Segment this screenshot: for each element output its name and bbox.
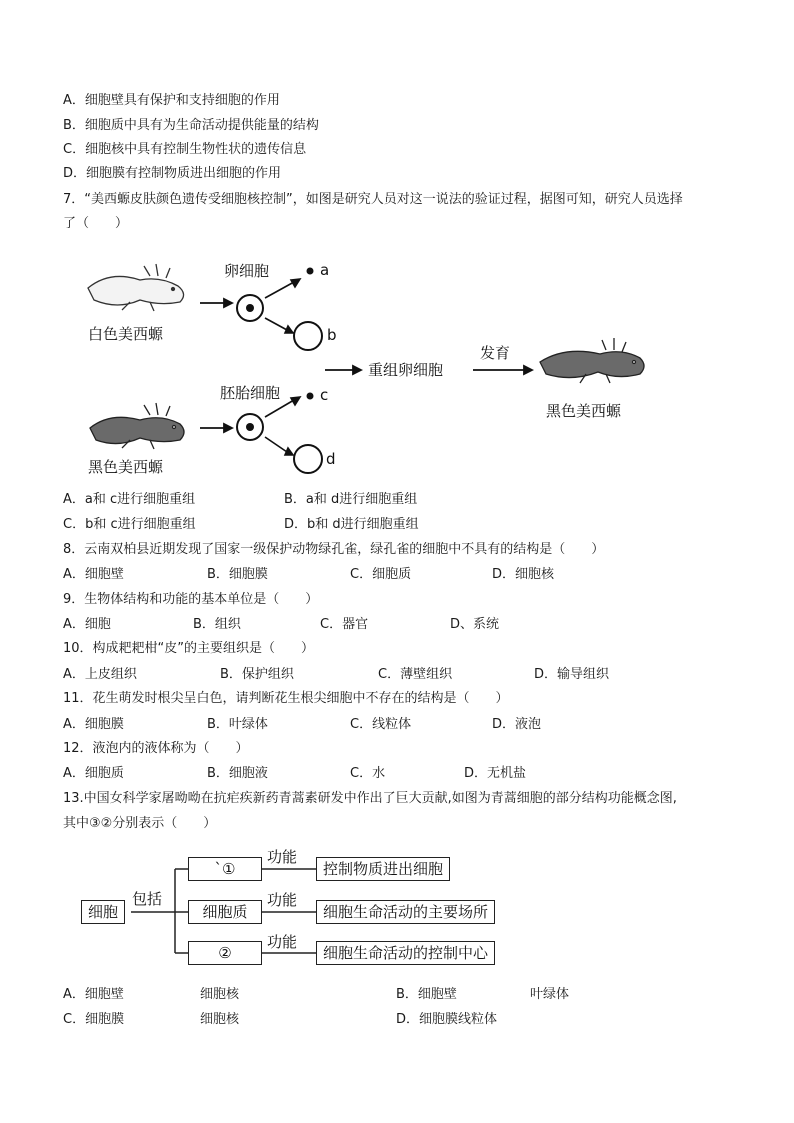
q7-option-c: C．b和 c进行细胞重组	[63, 517, 196, 532]
include-label: 包括	[132, 890, 163, 908]
q6-option-c: C．细胞核中具有控制生物性状的遗传信息	[63, 142, 307, 157]
q11-option-d: D．液泡	[492, 717, 542, 732]
q10-option-c: C．薄壁组织	[378, 667, 453, 682]
label-a: a	[320, 261, 330, 279]
q12-option-c: C．水	[350, 766, 386, 781]
cell-box: 细胞	[81, 900, 125, 924]
q11-stem: 11．花生萌发时根尖呈白色，请判断花生根尖细胞中不存在的结构是（ ）	[63, 691, 509, 706]
q10-option-b: B．保护组织	[220, 667, 294, 682]
q10-option-d: D．输导组织	[534, 667, 610, 682]
function-box-2: 细胞生命活动的主要场所	[316, 900, 495, 924]
label-b: b	[327, 326, 337, 344]
q13-option-a-part2: 细胞核	[200, 987, 240, 1002]
function-label-1: 功能	[267, 848, 298, 866]
egg-cell-label: 卵细胞	[224, 262, 270, 280]
q7-option-d: D．b和 d进行细胞重组	[284, 517, 419, 532]
q8-option-d: D．细胞核	[492, 567, 555, 582]
black-axolotl-label: 黑色美西螈	[88, 458, 164, 476]
q8-option-b: B．细胞膜	[207, 567, 268, 582]
develop-label: 发育	[480, 344, 511, 362]
function-box-1: 控制物质进出细胞	[316, 857, 450, 881]
q9-option-a: A．细胞	[63, 617, 111, 632]
label-c: c	[320, 386, 329, 404]
q9-option-c: C．器官	[320, 617, 369, 632]
q6-option-b: B．细胞质中具有为生命活动提供能量的结构	[63, 118, 319, 133]
item2-box: 细胞质	[188, 900, 262, 924]
q8-stem: 8．云南双柏县近期发现了国家一级保护动物绿孔雀，绿孔雀的细胞中不具有的结构是（ ）	[63, 542, 605, 557]
q12-stem: 12．液泡内的液体称为（ ）	[63, 741, 249, 756]
item1-box: `①	[188, 857, 262, 881]
q11-option-c: C．线粒体	[350, 717, 412, 732]
label-d: d	[326, 450, 336, 468]
q13-stem-line2: 其中③②分别表示（ ）	[63, 816, 217, 831]
q7-stem-line2: 了（ ）	[63, 216, 129, 231]
function-label-2: 功能	[267, 891, 298, 909]
item3-box: ②	[188, 941, 262, 965]
q13-option-b-part2: 叶绿体	[530, 987, 570, 1002]
q9-option-d: D、系统	[450, 617, 500, 632]
q13-option-c-part1: C．细胞膜	[63, 1012, 125, 1027]
q13-option-a-part1: A．细胞壁	[63, 987, 124, 1002]
result-axolotl-label: 黑色美西螈	[546, 402, 622, 420]
q13-stem-line1: 13.中国女科学家屠呦呦在抗疟疾新药青蒿素研发中作出了巨大贡献,如图为青蒿细胞的部分结构功能概念图,	[63, 791, 677, 806]
q11-option-b: B．叶绿体	[207, 717, 268, 732]
q6-option-d: D．细胞膜有控制物质进出细胞的作用	[63, 166, 282, 181]
q13-option-c-part2: 细胞核	[200, 1012, 240, 1027]
q7-option-a: A．a和 c进行细胞重组	[63, 492, 196, 507]
q12-option-b: B．细胞液	[207, 766, 268, 781]
function-label-3: 功能	[267, 933, 298, 951]
q10-option-a: A．上皮组织	[63, 667, 137, 682]
q7-stem-line1: 7．“美西螈皮肤颜色遗传受细胞核控制”，如图是研究人员对这一说法的验证过程，据图可知，研究人员选择	[63, 192, 683, 207]
q8-option-a: A．细胞壁	[63, 567, 124, 582]
q11-option-a: A．细胞膜	[63, 717, 124, 732]
q8-option-c: C．细胞质	[350, 567, 412, 582]
q9-option-b: B．组织	[193, 617, 241, 632]
embryo-cell-label: 胚胎细胞	[220, 384, 281, 402]
q13-option-d: D．细胞膜线粒体	[396, 1012, 498, 1027]
q10-stem: 10．构成耙耙柑“皮”的主要组织是（ ）	[63, 641, 315, 656]
white-axolotl-label: 白色美西螈	[88, 325, 164, 343]
q12-option-d: D．无机盐	[464, 766, 527, 781]
function-box-3: 细胞生命活动的控制中心	[316, 941, 495, 965]
q9-stem: 9．生物体结构和功能的基本单位是（ ）	[63, 592, 319, 607]
q6-option-a: A．细胞壁具有保护和支持细胞的作用	[63, 93, 280, 108]
q13-option-b-part1: B．细胞壁	[396, 987, 457, 1002]
recombined-egg-label: 重组卵细胞	[368, 361, 444, 379]
q7-option-b: B．a和 d进行细胞重组	[284, 492, 418, 507]
q12-option-a: A．细胞质	[63, 766, 124, 781]
